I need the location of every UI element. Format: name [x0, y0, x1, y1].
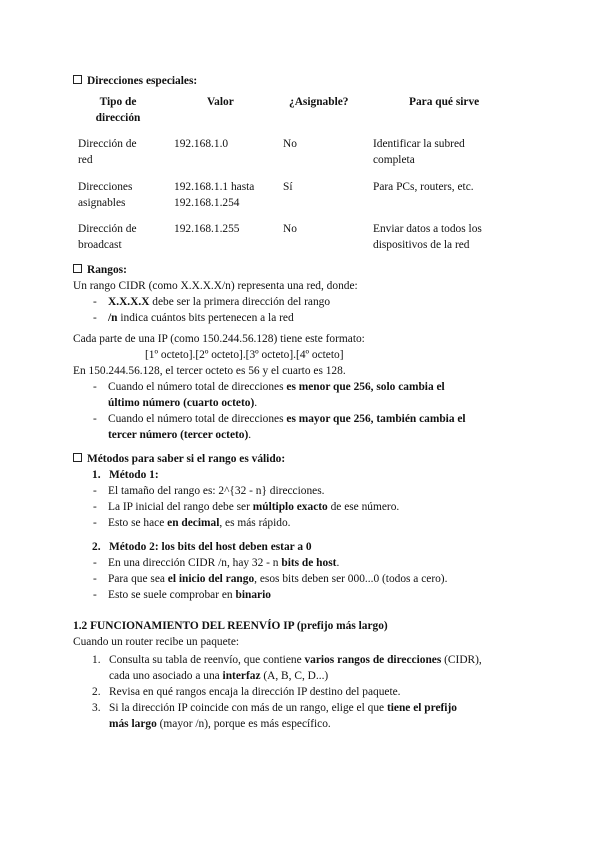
list-item-cont: cada uno asociado a una interfaz (A, B, C, D...): [109, 670, 329, 682]
list-item: - X.X.X.X debe ser la primera dirección del rango: [93, 296, 331, 308]
checkbox-icon: [73, 453, 82, 462]
method-2-title: 2. Método 2: los bits del host deben estar a 0: [92, 541, 312, 553]
method-1-title: 1. Método 1:: [92, 469, 159, 481]
list-item: - Para que sea el inicio del rango, esos bits deben ser 000...0 (todos a cero).: [93, 573, 448, 585]
checkbox-icon: [73, 264, 82, 273]
section-heading-metodos: Métodos para saber si el rango es válido:: [73, 451, 285, 467]
header-para: Para qué sirve: [409, 96, 480, 108]
table-cell-asignable: No: [283, 138, 297, 150]
list-item: - La IP inicial del rango debe ser múltiplo exacto de ese número.: [93, 501, 400, 513]
table-cell-asignable: No: [283, 223, 297, 235]
formato-line: Cada parte de una IP (como 150.244.56.128) tiene este formato:: [73, 333, 365, 345]
table-cell-para: Identificar la subred completa: [373, 138, 465, 166]
table-cell-valor: 192.168.1.255: [174, 223, 240, 235]
list-item: - Cuando el número total de direcciones es menor que 256, solo cambia el: [93, 381, 445, 393]
table-cell-valor: 192.168.1.0: [174, 138, 229, 150]
list-item: - Cuando el número total de direcciones es mayor que 256, también cambia el: [93, 413, 466, 425]
list-item: - El tamaño del rango es: 2^{32 - n} direcciones.: [93, 485, 325, 497]
list-item-cont: tercer número (tercer octeto).: [108, 429, 252, 441]
list-item: 2. Revisa en qué rangos encaja la dirección IP destino del paquete.: [92, 686, 401, 698]
list-item: - Esto se suele comprobar en binario: [93, 589, 271, 601]
table-cell-asignable: Sí: [283, 181, 293, 193]
table-row: Dirección de broadcast: [78, 223, 137, 251]
header-tipo: Tipo de dirección: [95, 96, 141, 124]
table-cell-para: Enviar datos a todos los dispositivos de la red: [373, 223, 482, 251]
checkbox-icon: [73, 75, 82, 84]
ejemplo-line: En 150.244.56.128, el tercer octeto es 56 y el cuarto es 128.: [73, 365, 346, 377]
list-item-cont: último número (cuarto octeto).: [108, 397, 258, 409]
list-item: 1. Consulta su tabla de reenvío, que contiene varios rangos de direcciones (CIDR),: [92, 654, 482, 666]
list-item: 3. Si la dirección IP coincide con más de un rango, elige el que tiene el prefijo: [92, 702, 457, 714]
list-item: - Esto se hace en decimal, es más rápido.: [93, 517, 291, 529]
formato-octetos: [1º octeto].[2º octeto].[3º octeto].[4º octeto]: [145, 349, 344, 361]
list-item-cont: más largo (mayor /n), porque es más específico.: [109, 718, 331, 730]
header-asignable: ¿Asignable?: [289, 96, 349, 108]
list-item: - /n indica cuántos bits pertenecen a la red: [93, 312, 294, 324]
table-row: Direcciones asignables: [78, 181, 133, 209]
section-heading-reenvio: 1.2 FUNCIONAMIENTO DEL REENVÍO IP (prefijo más largo): [73, 620, 388, 632]
section-heading-direcciones: Direcciones especiales:: [73, 73, 197, 89]
table-cell-valor: 192.168.1.1 hasta 192.168.1.254: [174, 181, 255, 209]
list-item: - En una dirección CIDR /n, hay 32 - n bits de host.: [93, 557, 340, 569]
header-valor: Valor: [207, 96, 234, 108]
rangos-intro: Un rango CIDR (como X.X.X.X/n) representa una red, donde:: [73, 280, 358, 292]
table-cell-para: Para PCs, routers, etc.: [373, 181, 474, 193]
table-row: Dirección de red: [78, 138, 137, 166]
section-heading-rangos: Rangos:: [73, 262, 127, 278]
reenvio-intro: Cuando un router recibe un paquete:: [73, 636, 240, 648]
